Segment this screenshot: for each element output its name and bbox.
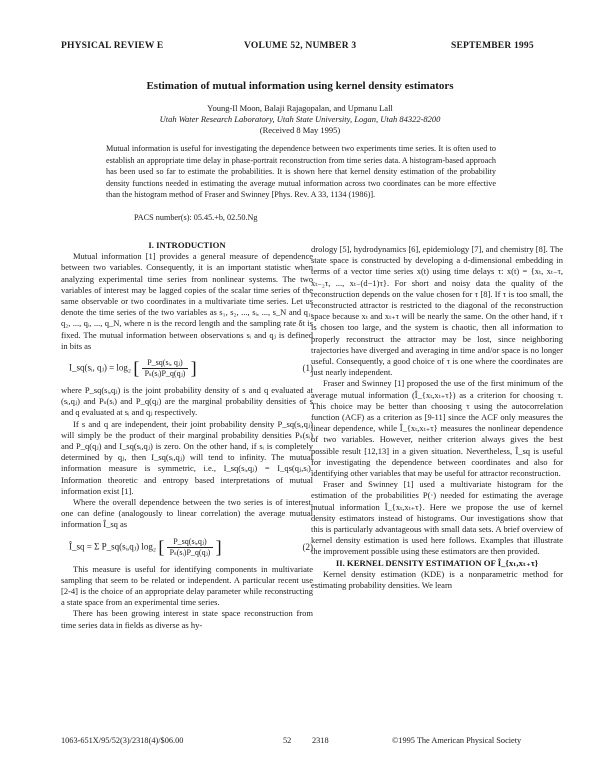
- denominator: Pₛ(sᵢ)P_q(qⱼ): [144, 369, 186, 379]
- equation-1: [61, 358, 313, 379]
- paragraph: where P_sq(sᵢ,qⱼ) is the joint probability density of s and q evaluated at (sᵢ,qⱼ) and Pₛ(sᵢ) and P_q(qⱼ) are the marginal probability densities of s and q evaluated at sᵢ and qⱼ respectively.: [61, 385, 313, 418]
- section-heading-intro: I. INTRODUCTION: [148, 240, 226, 250]
- paragraph: There has been growing interest in state space reconstruction from time series data in fields as diverse as hy-: [61, 608, 313, 630]
- numerator: P_sq(sᵢ,qⱼ): [167, 537, 214, 548]
- section-heading-kde: II. KERNEL DENSITY ESTIMATION OF Î_{xₜ,xₜ₊τ}: [335, 557, 539, 568]
- equation-2: [61, 537, 313, 558]
- pacs-numbers: PACS number(s): 05.45.+b, 02.50.Ng: [134, 213, 258, 222]
- paragraph: Kernel density estimation (KDE) is a nonparametric method for estimating probability densities. We learn: [311, 568, 563, 591]
- paragraph: Where the overall dependence between the two series is of interest, one can define (analogously to linear correlation) the average mutual information Î_sq as: [61, 497, 313, 530]
- equation-number: (2): [302, 541, 313, 552]
- right-bracket: ]: [190, 357, 197, 378]
- received-date: (Received 8 May 1995): [259, 125, 341, 135]
- issue-date: SEPTEMBER 1995: [451, 41, 534, 51]
- journal-name: PHYSICAL REVIEW E: [61, 41, 164, 51]
- right-column: [311, 244, 563, 591]
- paragraph: This measure is useful for identifying components in multivariate sampling that seem to be related or independent. A particular recent use [2-4] is the choice of an appropriate delay parameter while reconstructing a state space from an experimental time series.: [61, 563, 313, 608]
- fraction: [142, 358, 189, 379]
- fraction: [167, 537, 214, 558]
- paper-title: Estimation of mutual information using kernel density estimators: [146, 80, 454, 92]
- page-number: 2318: [312, 736, 329, 745]
- paragraph: drology [5], hydrodynamics [6], epidemiology [7], and chemistry [8]. The state space is constructed by developing a d-dimensional embedding in terms of a vector time series x(t) using time delays τ: x(t) = {xₜ, xₜ₋τ, xₜ₋₂τ, ..., xₜ₋(d−1)τ}. For short and noisy data the quality of the reconstruction depends on the value chosen for τ [8]. If τ is too small, the reconstructed attractor is restricted to the diagonal of the reconstruction space because xₜ and xₜ₊τ will be nearly the same. On the other hand, if τ is chosen too large, and the system is chaotic, then all information to properly reconstruct the attractor may be lost, since neighboring trajectories have diverged and averaging in time and/or space is no longer useful. Consequently, a good choice of τ is one where the coordinates are just nearly independent.: [311, 244, 563, 378]
- numerator: P_sq(sᵢ, qⱼ): [142, 358, 189, 369]
- footer-issn-code: 1063-651X/95/52(3)/2318(4)/$06.00: [61, 736, 184, 745]
- equation-number: (1): [302, 362, 313, 373]
- paragraph: If s and q are independent, their joint probability density P_sq(sᵢ,qⱼ) will simply be the product of their marginal probability densities Pₛ(sᵢ) and P_q(qⱼ) and I_sq(sᵢ,qⱼ) is zero. On the other hand, if sᵢ is completely determined by qⱼ, then I_sq(sᵢ,qⱼ) will tend to infinity. The mutual information measure is symmetric, i.e., I_sq(sᵢ,qⱼ) = I_qs(qⱼ,sᵢ). Information theoretic and entropy based interpretations of mutual information exist [1].: [61, 418, 313, 496]
- denominator: Pₛ(sᵢ)P_q(qⱼ): [169, 547, 211, 557]
- paragraph: Mutual information [1] provides a general measure of dependence between two variables. Consequently, it is an important statistic when analyzing experimental time series from nonlinear systems. The two variables of interest may be lagged copies of the scalar time series of the same observable or two coordinates in a multivariate time series. Let us denote the time series of the two variables as s₁, s₂, ..., sᵢ, ..., s_N and q₁, q₂, ..., qᵢ, ..., q_N, where n is the record length and the sampling rate δt is fixed. The mutual information between observations sᵢ and qⱼ is defined in bits as: [61, 251, 313, 351]
- affiliation: Utah Water Research Laboratory, Utah State University, Logan, Utah 84322-8200: [159, 114, 441, 124]
- authors: Young-Il Moon, Balaji Rajagopalan, and Upmanu Lall: [207, 103, 393, 113]
- left-column: [61, 240, 313, 631]
- left-bracket: [: [158, 536, 165, 557]
- equation-2-sum: Σ P_sq(sᵢ,qⱼ) log₂: [94, 541, 157, 552]
- paragraph: Fraser and Swinney [1] used a multivariate histogram for the estimation of the probabilities P(·) needed for estimating the average mutual information Î_{xₜ,xₜ₊τ}. Here we propose the use of kernel density estimators instead of histograms. Our investigations show that this is particularly advantageous with small data sets. A brief overview of kernel density estimation is used here follows. Examples that illustrate the improvement possible using these estimators are then provided.: [311, 479, 563, 557]
- footer-volume-number: 52: [283, 736, 292, 745]
- paragraph: Fraser and Swinney [1] proposed the use of the first minimum of the average mutual information (Î_{xₜ,xₜ₊τ}) as a criterion for choosing τ. This choice may be better than choosing τ using the autocorrelation function (ACF) as a criterion as [9-11] since the ACF only measures the linear dependence, while Î_{xₜ,xₜ₊τ} measures the nonlinear dependence of two variables. However, neither criterion always gives the best possible result [12,13] in a given situation. Nevertheless, Î_sq is useful for investigating the dependence between coordinates and also for identifying other variables that may be useful for attractor reconstruction.: [311, 378, 563, 479]
- equation-1-lhs: I_sq(sᵢ, qⱼ) = log₂: [69, 362, 132, 373]
- right-bracket: ]: [215, 536, 222, 557]
- left-bracket: [: [133, 357, 140, 378]
- equation-2-lhs: Î_sq =: [69, 541, 92, 552]
- volume-number: VOLUME 52, NUMBER 3: [244, 41, 357, 51]
- abstract: Mutual information is useful for investigating the dependence between two experiments time series. It is often used to establish an appropriate time delay in phase-portrait reconstruction from time series data. A histogram-based approach has been used so far to estimate the probabilities. It is shown here that kernel density estimation of the probability density functions needed in estimating the average mutual information across two coordinates can be more effective than the histogram method of Fraser and Swinney [Phys. Rev. A 33, 1134 (1986)].: [106, 144, 496, 200]
- copyright: ©1995 The American Physical Society: [392, 736, 522, 745]
